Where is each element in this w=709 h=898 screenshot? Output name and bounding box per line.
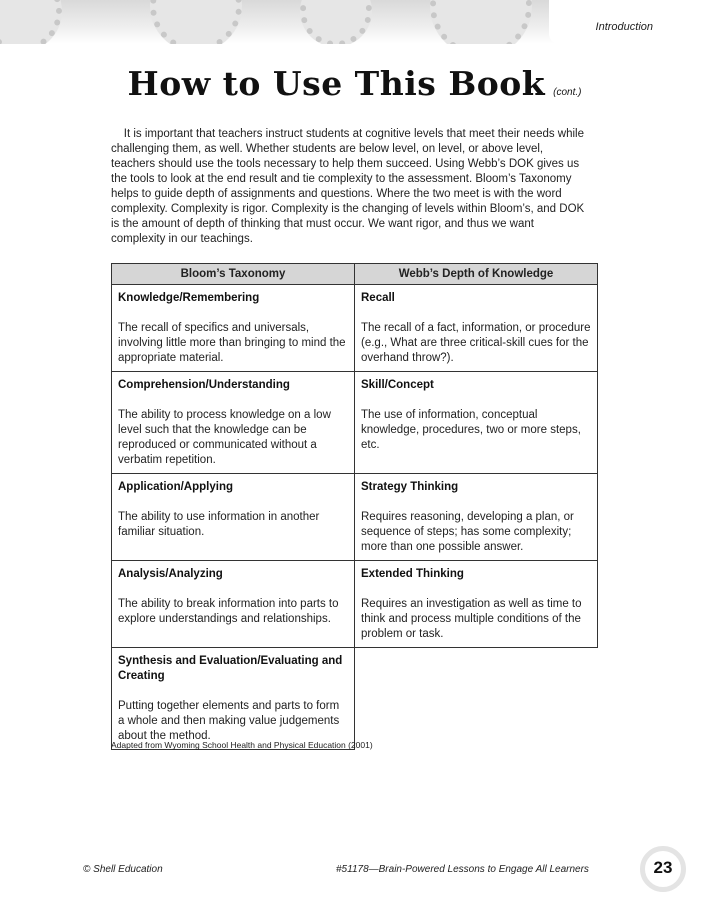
bloom-level-title: Comprehension/Understanding [118, 379, 290, 391]
table-row [112, 561, 598, 648]
webb-level-title: Recall [361, 292, 395, 304]
webb-level-title: Skill/Concept [361, 379, 434, 391]
bloom-cell [112, 285, 355, 372]
webb-level-title: Extended Thinking [361, 568, 464, 580]
bloom-cell [112, 372, 355, 474]
footer-book-info: #51178—Brain-Powered Lessons to Engage All Learners [336, 864, 589, 875]
webb-cell [355, 561, 598, 648]
table-row [112, 474, 598, 561]
page-number: 23 [653, 858, 673, 877]
bloom-level-description: The ability to process knowledge on a low level such that the knowledge can be reproduced or communicated without a verbatim repetition. [118, 409, 331, 466]
empty-cell [355, 648, 598, 750]
gear-icon [430, 0, 532, 44]
bloom-cell [112, 474, 355, 561]
webb-level-title: Strategy Thinking [361, 481, 459, 493]
bloom-level-title: Application/Applying [118, 481, 233, 493]
webb-cell [355, 474, 598, 561]
title-continued: (cont.) [553, 87, 582, 98]
page-title [0, 64, 709, 103]
bloom-cell [112, 561, 355, 648]
bloom-level-title: Analysis/Analyzing [118, 568, 223, 580]
bloom-cell [112, 648, 355, 750]
table-row [112, 648, 598, 750]
table-header-row [112, 264, 598, 285]
webb-level-description: Requires an investigation as well as time to think and process multiple conditions of the problem or task. [361, 598, 582, 640]
bloom-level-title: Knowledge/Remembering [118, 292, 260, 304]
webb-cell [355, 372, 598, 474]
source-note: Adapted from Wyoming School Health and Physical Education (2001) [111, 740, 373, 750]
table-row [112, 285, 598, 372]
footer-publisher: © Shell Education [83, 864, 163, 875]
bloom-level-description: The ability to use information in another familiar situation. [118, 511, 320, 538]
webb-level-description: Requires reasoning, developing a plan, or sequence of steps; has some complexity; more than one possible answer. [361, 511, 574, 553]
bloom-level-description: Putting together elements and parts to form a whole and then making value judgements about the method. [118, 700, 340, 742]
webb-level-description: The recall of a fact, information, or procedure (e.g., What are three critical-skill cues for the overhand throw?). [361, 322, 591, 364]
intro-paragraph: It is important that teachers instruct students at cognitive levels that meet their needs while challenging them, as well. Whether students are below level, on level, or above level, teachers should use the tools necessary to help them succeed. Using Webb’s DOK gives us the tools to look at the end result and tie complexity to the assessment. Bloom’s Taxonomy helps to guide depth of assignments and questions. Where the two meet is with the word complexity. Complexity is rigor. Complexity is the changing of levels within Bloom’s, and DOK is the amount of depth of thinking that must occur. We want rigor, and thus we want complexity in our teachings. [111, 128, 585, 245]
bloom-level-description: The recall of specifics and universals, involving little more than bringing to mind the appropriate material. [118, 322, 346, 364]
column-header-bloom: Bloom’s Taxonomy [112, 264, 355, 285]
bloom-level-title: Synthesis and Evaluation/Evaluating and Creating [118, 655, 343, 682]
table-row [112, 372, 598, 474]
section-label: Introduction [595, 21, 653, 33]
bloom-level-description: The ability to break information into parts to explore understandings and relationships. [118, 598, 339, 625]
title-text: How to Use This Book [127, 64, 546, 103]
column-header-webb: Webb’s Depth of Knowledge [355, 264, 598, 285]
gear-icon [150, 0, 242, 44]
webb-cell [355, 285, 598, 372]
webb-level-description: The use of information, conceptual knowledge, procedures, two or more steps, etc. [361, 409, 581, 451]
gear-icon [300, 0, 372, 44]
gear-icon [0, 0, 62, 44]
comparison-table [111, 263, 598, 750]
